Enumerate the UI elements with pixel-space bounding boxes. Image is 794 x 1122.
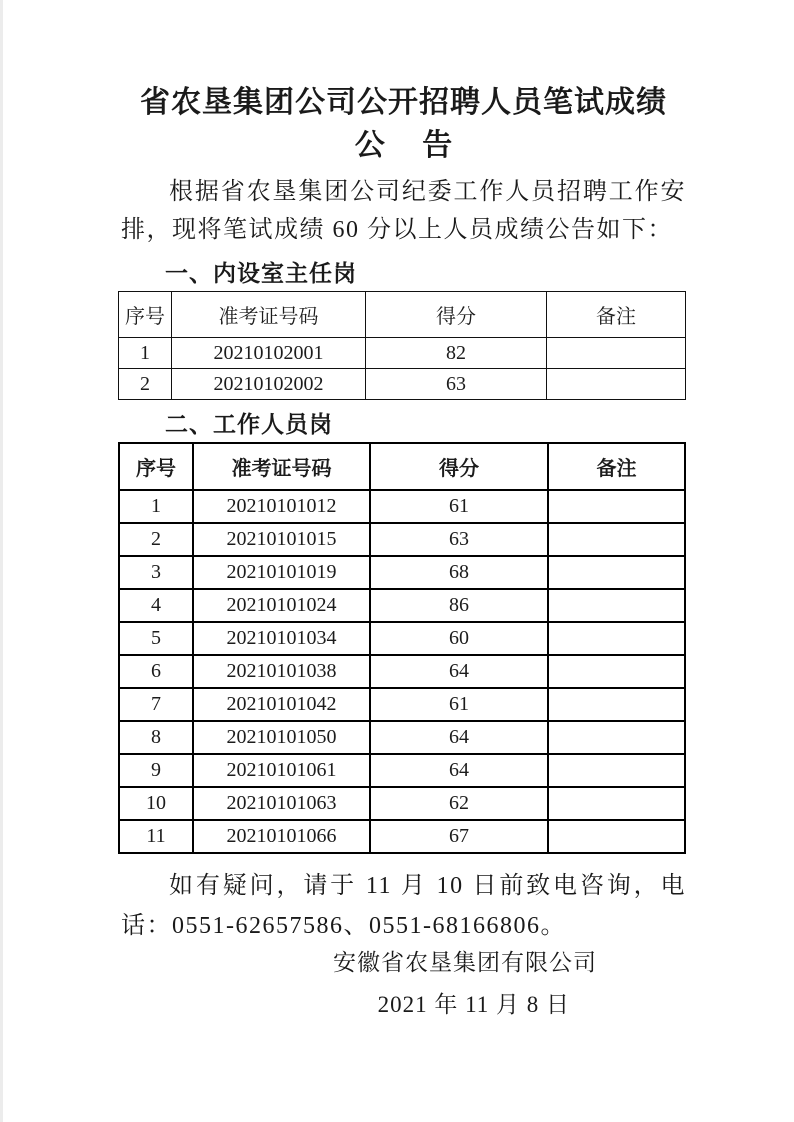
table-cell: 10 — [119, 787, 193, 820]
table-cell — [548, 556, 685, 589]
column-header-index: 序号 — [119, 292, 172, 338]
table-cell — [548, 820, 685, 853]
closing-paragraph — [121, 866, 686, 946]
table-cell: 61 — [370, 490, 548, 523]
table-cell — [548, 787, 685, 820]
section-2-heading: 二、工作人员岗 — [165, 412, 333, 437]
table-cell: 20210101015 — [193, 523, 370, 556]
table-row — [119, 655, 685, 688]
page-subtitle: 公 告 — [354, 129, 453, 162]
table-cell: 60 — [370, 622, 548, 655]
table-cell: 1 — [119, 338, 172, 369]
table-cell: 20210101050 — [193, 721, 370, 754]
table-row — [119, 622, 685, 655]
table-row — [119, 556, 685, 589]
signature-date: 2021 年 11 月 8 日 — [377, 992, 570, 1017]
table-cell: 2 — [119, 369, 172, 400]
table-cell — [548, 523, 685, 556]
table-cell — [548, 490, 685, 523]
table-cell: 4 — [119, 589, 193, 622]
table-cell: 68 — [370, 556, 548, 589]
director-post-score-table — [118, 291, 686, 400]
column-header-index: 序号 — [119, 443, 193, 490]
table-cell: 20210101024 — [193, 589, 370, 622]
column-header-remark: 备注 — [547, 292, 686, 338]
table-cell: 20210101038 — [193, 655, 370, 688]
table-cell — [548, 622, 685, 655]
table-cell: 11 — [119, 820, 193, 853]
intro-paragraph: 根据省农垦集团公司纪委工作人员招聘工作安排，现将笔试成绩 60 分以上人员成绩公告如下： — [121, 179, 686, 243]
table-cell: 20210101066 — [193, 820, 370, 853]
table-cell: 20210101063 — [193, 787, 370, 820]
table-cell: 7 — [119, 688, 193, 721]
table-cell: 3 — [119, 556, 193, 589]
table-row — [119, 754, 685, 787]
page-edge-shade — [0, 0, 3, 1122]
table-cell: 20210101061 — [193, 754, 370, 787]
column-header-score: 得分 — [370, 443, 548, 490]
table-cell — [547, 369, 686, 400]
table-header-row — [119, 292, 686, 338]
table-cell: 64 — [370, 721, 548, 754]
table-cell: 63 — [370, 523, 548, 556]
table-cell: 1 — [119, 490, 193, 523]
table-row — [119, 523, 685, 556]
table-cell: 20210101019 — [193, 556, 370, 589]
table-cell: 20210101042 — [193, 688, 370, 721]
table-row — [119, 338, 686, 369]
contact-note: 如有疑问，请于 11 月 10 日前致电咨询，电话： — [121, 873, 686, 939]
table-row — [119, 589, 685, 622]
column-header-score: 得分 — [366, 292, 547, 338]
table-row — [119, 369, 686, 400]
table-cell: 67 — [370, 820, 548, 853]
table-cell: 20210102002 — [172, 369, 366, 400]
table-row — [119, 688, 685, 721]
table-cell: 82 — [366, 338, 547, 369]
table-cell — [547, 338, 686, 369]
column-header-ticket-number: 准考证号码 — [172, 292, 366, 338]
table-cell: 2 — [119, 523, 193, 556]
table-cell: 20210101012 — [193, 490, 370, 523]
table-cell: 86 — [370, 589, 548, 622]
table-row — [119, 787, 685, 820]
table-cell — [548, 688, 685, 721]
phone-numbers: 0551-62657586、0551-68166806。 — [172, 913, 566, 939]
table-cell — [548, 589, 685, 622]
page-title: 省农垦集团公司公开招聘人员笔试成绩 — [140, 86, 667, 119]
section-1-heading: 一、内设室主任岗 — [165, 261, 357, 286]
company-signature: 安徽省农垦集团有限公司 — [333, 950, 597, 975]
table-row — [119, 721, 685, 754]
table-cell: 20210101034 — [193, 622, 370, 655]
table-header-row — [119, 443, 685, 490]
table-cell: 64 — [370, 754, 548, 787]
column-header-remark: 备注 — [548, 443, 685, 490]
table-cell: 9 — [119, 754, 193, 787]
table-cell: 6 — [119, 655, 193, 688]
table-cell: 20210102001 — [172, 338, 366, 369]
table-row — [119, 490, 685, 523]
table-row — [119, 820, 685, 853]
table-cell: 62 — [370, 787, 548, 820]
table-cell: 5 — [119, 622, 193, 655]
table-cell — [548, 655, 685, 688]
table-cell: 8 — [119, 721, 193, 754]
table-cell — [548, 754, 685, 787]
column-header-ticket-number: 准考证号码 — [193, 443, 370, 490]
table-cell: 64 — [370, 655, 548, 688]
table-cell: 63 — [366, 369, 547, 400]
table-cell — [548, 721, 685, 754]
staff-post-score-table — [118, 442, 686, 854]
table-cell: 61 — [370, 688, 548, 721]
